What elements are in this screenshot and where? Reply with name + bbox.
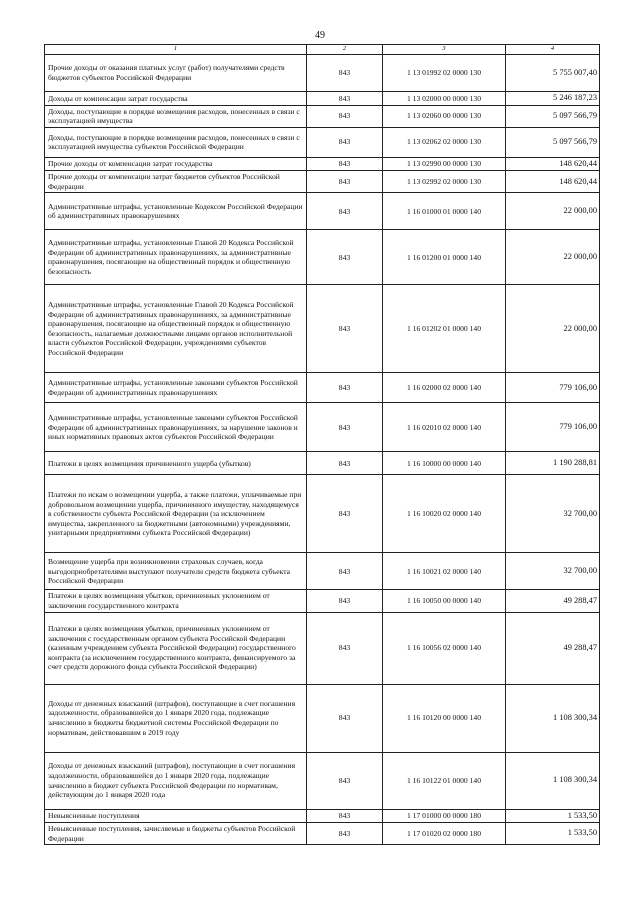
table-row — [45, 373, 600, 403]
row-kbk-code: 1 16 10000 00 0000 140 — [383, 452, 506, 475]
row-name: Доходы, поступающие в порядке возмещения расходов, понесенных в связи с эксплуатацией имущества субъектов Российской Федерации — [45, 127, 307, 157]
row-kbk-code: 1 17 01020 02 0000 180 — [383, 823, 506, 845]
row-admin-code: 843 — [307, 127, 383, 157]
header-col-2: 2 — [307, 45, 383, 55]
row-admin-code: 843 — [307, 92, 383, 106]
row-amount: 22 000,00 — [506, 230, 600, 285]
row-name: Административные штрафы, установленные законами субъектов Российской Федерации об административных правонарушениях, за нарушение законов и иных нормативных правовых актов субъектов Российской Федерации — [45, 403, 307, 452]
row-name: Невыясненные поступления — [45, 809, 307, 823]
row-name: Невыясненные поступления, зачисляемые в бюджеты субъектов Российской Федерации — [45, 823, 307, 845]
table-row — [45, 285, 600, 373]
row-name: Прочие доходы от оказания платных услуг (работ) получателями средств бюджетов субъектов Российской Федерации — [45, 55, 307, 92]
row-admin-code: 843 — [307, 171, 383, 193]
row-kbk-code: 1 16 02000 02 0000 140 — [383, 373, 506, 403]
row-amount: 148 620,44 — [506, 171, 600, 193]
header-col-3: 3 — [383, 45, 506, 55]
row-admin-code: 843 — [307, 823, 383, 845]
row-admin-code: 843 — [307, 403, 383, 452]
row-name: Возмещение ущерба при возникновении страховых случаев, когда выгодоприобретателями выступают получатели средств бюджета субъекта Российской Федерации — [45, 553, 307, 590]
row-kbk-code: 1 16 10122 01 0000 140 — [383, 752, 506, 809]
column-number-row — [45, 45, 600, 55]
row-name: Административные штрафы, установленные законами субъектов Российской Федерации об административных правонарушениях — [45, 373, 307, 403]
row-name: Административные штрафы, установленные Главой 20 Кодекса Российской Федерации об административных правонарушениях, за административные правонарушения, посягающие на общественный порядок и общественную безопасность — [45, 230, 307, 285]
table-row — [45, 171, 600, 193]
row-kbk-code: 1 16 10120 00 0000 140 — [383, 684, 506, 752]
row-kbk-code: 1 16 10021 02 0000 140 — [383, 553, 506, 590]
row-admin-code: 843 — [307, 373, 383, 403]
table-row — [45, 553, 600, 590]
row-kbk-code: 1 16 02010 02 0000 140 — [383, 403, 506, 452]
row-kbk-code: 1 13 02992 02 0000 130 — [383, 171, 506, 193]
row-amount: 1 190 288,81 — [506, 452, 600, 475]
row-amount: 5 097 566,79 — [506, 127, 600, 157]
row-name: Платежи по искам о возмещении ущерба, а также платежи, уплачиваемые при добровольном возмещении ущерба, причиненного имуществу, находящемуся в собственности субъекта Российской Федерации (за исключением имущества, закрепленного за бюджетными (автономными) учреждениями, унитарными предприятиями субъекта Российской Федерации) — [45, 475, 307, 553]
row-amount: 22 000,00 — [506, 285, 600, 373]
table-row — [45, 403, 600, 452]
row-kbk-code: 1 16 10020 02 0000 140 — [383, 475, 506, 553]
row-name: Платежи в целях возмещения убытков, причиненных уклонением от заключения с государственным органом субъекта Российской Федерации (казенным учреждением субъекта Российской Федерации) государственного контракта (за исключением государственного контракта, финансируемого за счет средств дорожного фонда субъекта Российской Федерации) — [45, 612, 307, 684]
row-amount: 1 533,50 — [506, 823, 600, 845]
row-kbk-code: 1 16 01200 01 0000 140 — [383, 230, 506, 285]
table-row — [45, 612, 600, 684]
row-amount: 1 108 300,34 — [506, 684, 600, 752]
row-amount: 32 700,00 — [506, 475, 600, 553]
row-name: Прочие доходы от компенсации затрат бюджетов субъектов Российской Федерации — [45, 171, 307, 193]
table-row — [45, 475, 600, 553]
row-amount: 49 288,47 — [506, 590, 600, 612]
row-amount: 779 106,00 — [506, 373, 600, 403]
table-row — [45, 752, 600, 809]
row-admin-code: 843 — [307, 452, 383, 475]
row-kbk-code: 1 13 02062 02 0000 130 — [383, 127, 506, 157]
row-admin-code: 843 — [307, 55, 383, 92]
header-col-1: 1 — [45, 45, 307, 55]
row-amount: 5 246 187,23 — [506, 92, 600, 106]
row-kbk-code: 1 13 02990 00 0000 130 — [383, 157, 506, 171]
row-admin-code: 843 — [307, 809, 383, 823]
row-admin-code: 843 — [307, 590, 383, 612]
row-admin-code: 843 — [307, 684, 383, 752]
row-kbk-code: 1 16 10050 00 0000 140 — [383, 590, 506, 612]
header-col-4: 4 — [506, 45, 600, 55]
table-row — [45, 157, 600, 171]
table-row — [45, 230, 600, 285]
row-name: Доходы от компенсации затрат государства — [45, 92, 307, 106]
row-admin-code: 843 — [307, 285, 383, 373]
row-kbk-code: 1 13 01992 02 0000 130 — [383, 55, 506, 92]
table-row — [45, 55, 600, 92]
row-name: Платежи в целях возмещения причиненного ущерба (убытков) — [45, 452, 307, 475]
row-admin-code: 843 — [307, 193, 383, 230]
row-kbk-code: 1 16 01202 01 0000 140 — [383, 285, 506, 373]
row-name: Прочие доходы от компенсации затрат государства — [45, 157, 307, 171]
table-row — [45, 809, 600, 823]
row-amount: 148 620,44 — [506, 157, 600, 171]
table-row — [45, 452, 600, 475]
row-amount: 5 097 566,79 — [506, 105, 600, 127]
row-admin-code: 843 — [307, 475, 383, 553]
row-admin-code: 843 — [307, 230, 383, 285]
row-amount: 779 106,00 — [506, 403, 600, 452]
row-admin-code: 843 — [307, 105, 383, 127]
table-row — [45, 92, 600, 106]
table-row — [45, 127, 600, 157]
row-kbk-code: 1 13 02060 00 0000 130 — [383, 105, 506, 127]
row-admin-code: 843 — [307, 553, 383, 590]
row-admin-code: 843 — [307, 612, 383, 684]
revenue-table — [44, 44, 600, 845]
row-admin-code: 843 — [307, 157, 383, 171]
row-name: Доходы от денежных взысканий (штрафов), поступающие в счет погашения задолженности, образовавшейся до 1 января 2020 года, подлежащие зачислению в бюджет субъекта Российской Федерации по нормативам, действующим до 1 января 2020 года — [45, 752, 307, 809]
row-kbk-code: 1 17 01000 00 0000 180 — [383, 809, 506, 823]
row-name: Доходы от денежных взысканий (штрафов), поступающие в счет погашения задолженности, образовавшейся до 1 января 2020 года, подлежащие зачислению в бюджеты бюджетной системы Российской Федерации по нормативам, действовавшим в 2019 году — [45, 684, 307, 752]
row-amount: 32 700,00 — [506, 553, 600, 590]
row-name: Платежи в целях возмещения убытков, причиненных уклонением от заключения государственного контракта — [45, 590, 307, 612]
row-amount: 5 755 007,40 — [506, 55, 600, 92]
row-name: Административные штрафы, установленные Кодексом Российской Федерации об административных правонарушениях — [45, 193, 307, 230]
row-amount: 49 288,47 — [506, 612, 600, 684]
row-name: Административные штрафы, установленные Главой 20 Кодекса Российской Федерации об административных правонарушениях, за административные правонарушения, посягающие на общественный порядок и общественную безопасность, налагаемые должностными лицами органов исполнительной власти субъектов Российской Федерации, учреждениями субъектов Российской Федерации — [45, 285, 307, 373]
row-kbk-code: 1 13 02000 00 0000 130 — [383, 92, 506, 106]
table-row — [45, 590, 600, 612]
row-kbk-code: 1 16 01000 01 0000 140 — [383, 193, 506, 230]
page-number: 49 — [315, 30, 325, 41]
row-admin-code: 843 — [307, 752, 383, 809]
table-row — [45, 105, 600, 127]
table-row — [45, 193, 600, 230]
row-amount: 1 533,50 — [506, 809, 600, 823]
row-amount: 22 000,00 — [506, 193, 600, 230]
row-kbk-code: 1 16 10056 02 0000 140 — [383, 612, 506, 684]
row-amount: 1 108 300,34 — [506, 752, 600, 809]
table-row — [45, 684, 600, 752]
row-name: Доходы, поступающие в порядке возмещения расходов, понесенных в связи с эксплуатацией имущества — [45, 105, 307, 127]
table-row — [45, 823, 600, 845]
